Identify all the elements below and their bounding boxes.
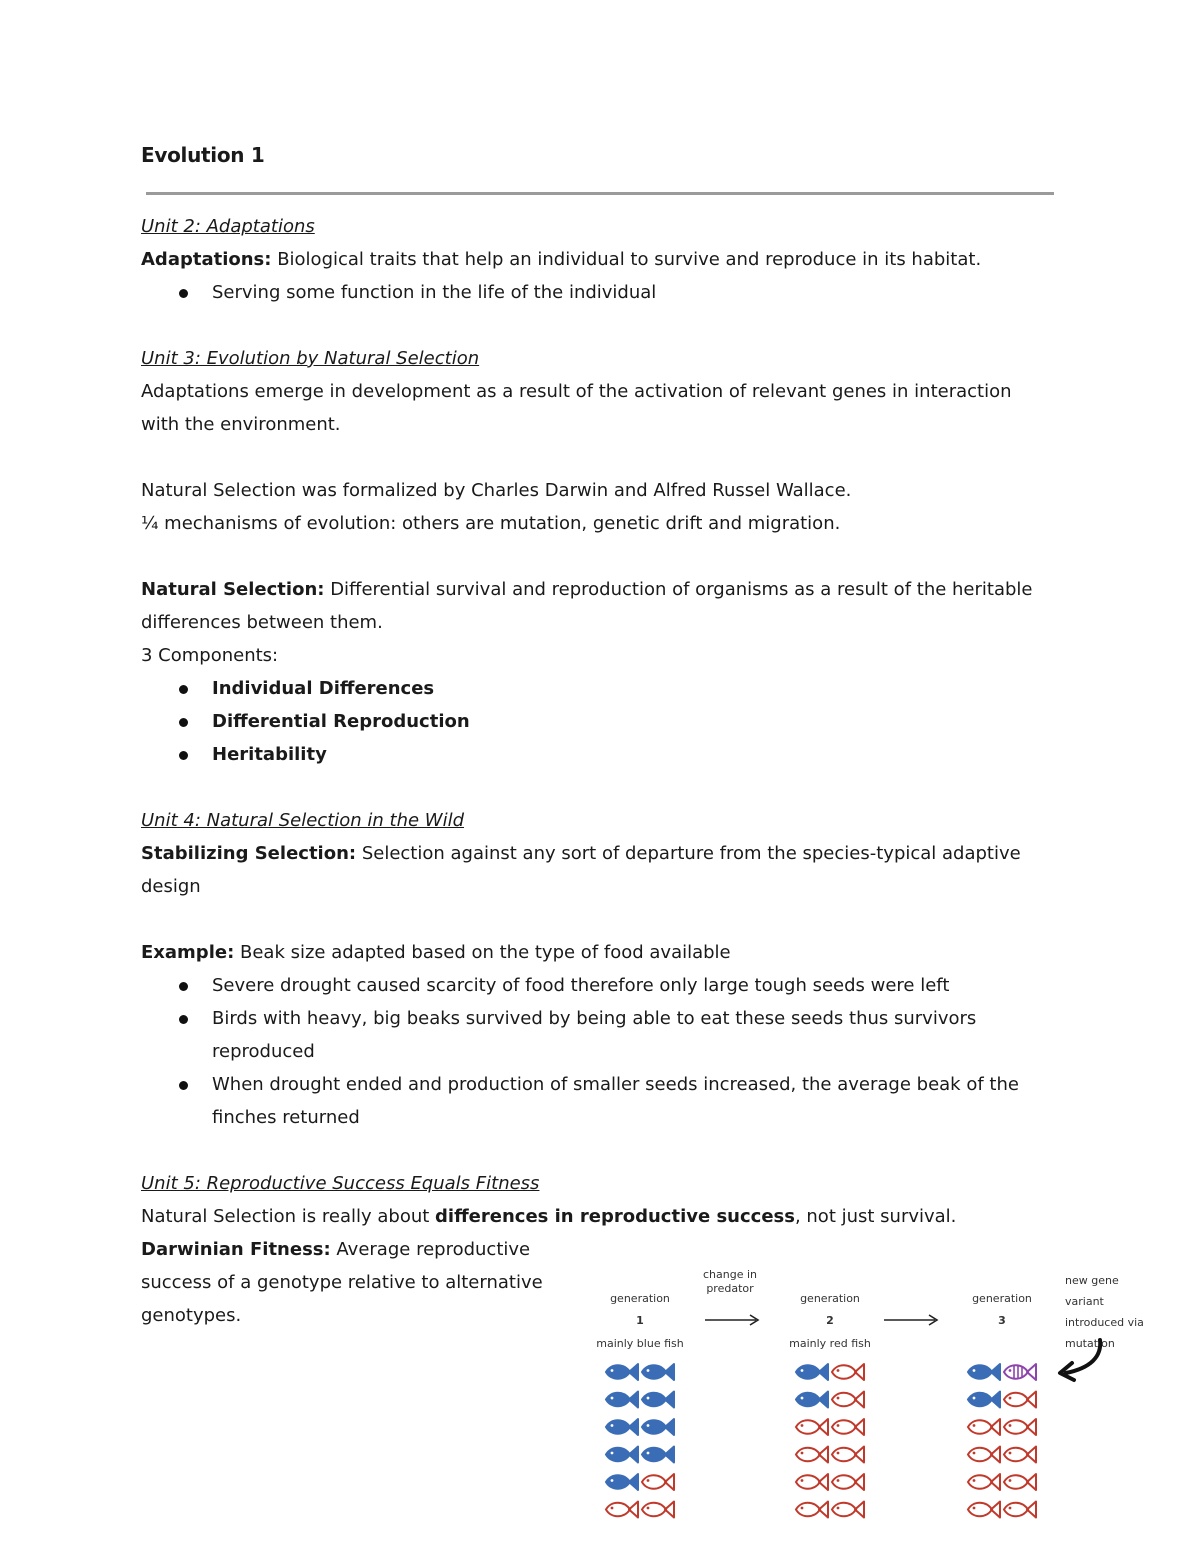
gen2-caption: mainly red fish (789, 1337, 871, 1350)
unit2-term: Adaptations: (141, 249, 272, 270)
gen3-number: 3 (998, 1314, 1006, 1327)
list-item: Severe drought caused scarcity of food therefore only large tough seeds were left (212, 969, 1041, 1002)
red-fish-icon (968, 1474, 1000, 1490)
list-item: Differential Reproduction (212, 705, 1041, 738)
curved-arrow-icon (1060, 1340, 1100, 1380)
red-fish-icon (968, 1419, 1000, 1435)
unit3-term: Natural Selection: (141, 579, 325, 600)
red-fish-icon (832, 1502, 864, 1518)
gen3-label: generation (972, 1292, 1032, 1305)
unit4-def-text: Selection against any sort of departure from the species-typical adaptive design (141, 843, 1021, 897)
unit4-list (141, 969, 1041, 1134)
list-item: Individual Differences (212, 672, 1041, 705)
list-item: Birds with heavy, big beaks survived by being able to eat these seeds thus survivors reproduced (212, 1002, 1041, 1068)
red-fish-icon (832, 1419, 864, 1435)
unit4-term: Stabilizing Selection: (141, 843, 357, 864)
red-fish-icon (1004, 1502, 1036, 1518)
unit2-heading: Unit 2: Adaptations (141, 216, 315, 237)
blue-fish-icon (642, 1392, 674, 1408)
blue-fish-icon (642, 1364, 674, 1380)
fish-generations-figure (590, 1262, 1165, 1532)
red-fish-icon (832, 1364, 864, 1380)
predator-change-label: change in predator (702, 1268, 757, 1295)
page-title: Evolution 1 (141, 143, 265, 167)
blue-fish-icon (606, 1447, 638, 1463)
unit3-heading: Unit 3: Evolution by Natural Selection (141, 348, 480, 369)
list-item: Heritability (212, 738, 1041, 771)
blue-fish-icon (796, 1364, 828, 1380)
blue-fish-icon (796, 1392, 828, 1408)
red-fish-icon (642, 1502, 674, 1518)
document-body (141, 210, 1041, 1332)
red-fish-icon (832, 1392, 864, 1408)
fish-illustration (590, 1262, 1165, 1532)
red-fish-icon (832, 1447, 864, 1463)
blue-fish-icon (606, 1474, 638, 1490)
unit5-paragraph: Natural Selection is really about differences in reproductive success, not just survival. (141, 1206, 957, 1227)
unit5-definition (141, 1233, 551, 1332)
unit3-paragraph-1: Adaptations emerge in development as a result of the activation of relevant genes in interaction with the environment. (141, 381, 1012, 435)
unit3-definition (141, 573, 1041, 639)
example-term: Example: (141, 942, 235, 963)
red-fish-icon (1004, 1447, 1036, 1463)
unit2-list (141, 276, 1041, 309)
unit3-def-text: Differential survival and reproduction of organisms as a result of the heritable differences between them. (141, 579, 1033, 633)
blue-fish-icon (606, 1364, 638, 1380)
blue-fish-icon (968, 1392, 1000, 1408)
list-item: Serving some function in the life of the individual (212, 276, 1041, 309)
gen1-number: 1 (636, 1314, 644, 1327)
red-fish-icon (1004, 1392, 1036, 1408)
red-fish-icon (832, 1474, 864, 1490)
purple-fish-icon (1004, 1364, 1036, 1380)
mutation-label: new gene variant introduced via mutation (1065, 1274, 1144, 1350)
red-fish-icon (968, 1502, 1000, 1518)
components-label: 3 Components: (141, 645, 279, 666)
blue-fish-icon (606, 1392, 638, 1408)
blue-fish-icon (968, 1364, 1000, 1380)
unit3-paragraph-3: ¼ mechanisms of evolution: others are mutation, genetic drift and migration. (141, 513, 841, 534)
unit5-heading: Unit 5: Reproductive Success Equals Fitness (141, 1173, 540, 1194)
unit4-definition (141, 837, 1041, 903)
components-list (141, 672, 1041, 771)
red-fish-icon (1004, 1419, 1036, 1435)
unit2-definition (141, 243, 1041, 276)
red-fish-icon (1004, 1474, 1036, 1490)
list-item: When drought ended and production of smaller seeds increased, the average beak of the finches returned (212, 1068, 1041, 1134)
gen2-label: generation (800, 1292, 860, 1305)
red-fish-icon (606, 1502, 638, 1518)
title-divider (146, 192, 1054, 195)
gen1-label: generation (610, 1292, 670, 1305)
gen2-number: 2 (826, 1314, 834, 1327)
arrow-right-icon (884, 1315, 937, 1325)
blue-fish-icon (642, 1447, 674, 1463)
unit3-paragraph-2: Natural Selection was formalized by Charles Darwin and Alfred Russel Wallace. (141, 480, 852, 501)
red-fish-icon (796, 1474, 828, 1490)
unit2-def-text: Biological traits that help an individual to survive and reproduce in its habitat. (271, 249, 982, 270)
blue-fish-icon (642, 1419, 674, 1435)
red-fish-icon (796, 1419, 828, 1435)
unit4-heading: Unit 4: Natural Selection in the Wild (141, 810, 465, 831)
red-fish-icon (796, 1502, 828, 1518)
example-text: Beak size adapted based on the type of food available (234, 942, 731, 963)
arrow-right-icon (705, 1315, 758, 1325)
fitness-term: Darwinian Fitness: (141, 1239, 331, 1260)
fitness-def-text: Average reproductive success of a genotype relative to alternative genotypes. (141, 1239, 543, 1326)
unit4-example (141, 936, 1041, 969)
blue-fish-icon (606, 1419, 638, 1435)
red-fish-icon (968, 1447, 1000, 1463)
red-fish-icon (642, 1474, 674, 1490)
red-fish-icon (796, 1447, 828, 1463)
gen1-caption: mainly blue fish (596, 1337, 684, 1350)
